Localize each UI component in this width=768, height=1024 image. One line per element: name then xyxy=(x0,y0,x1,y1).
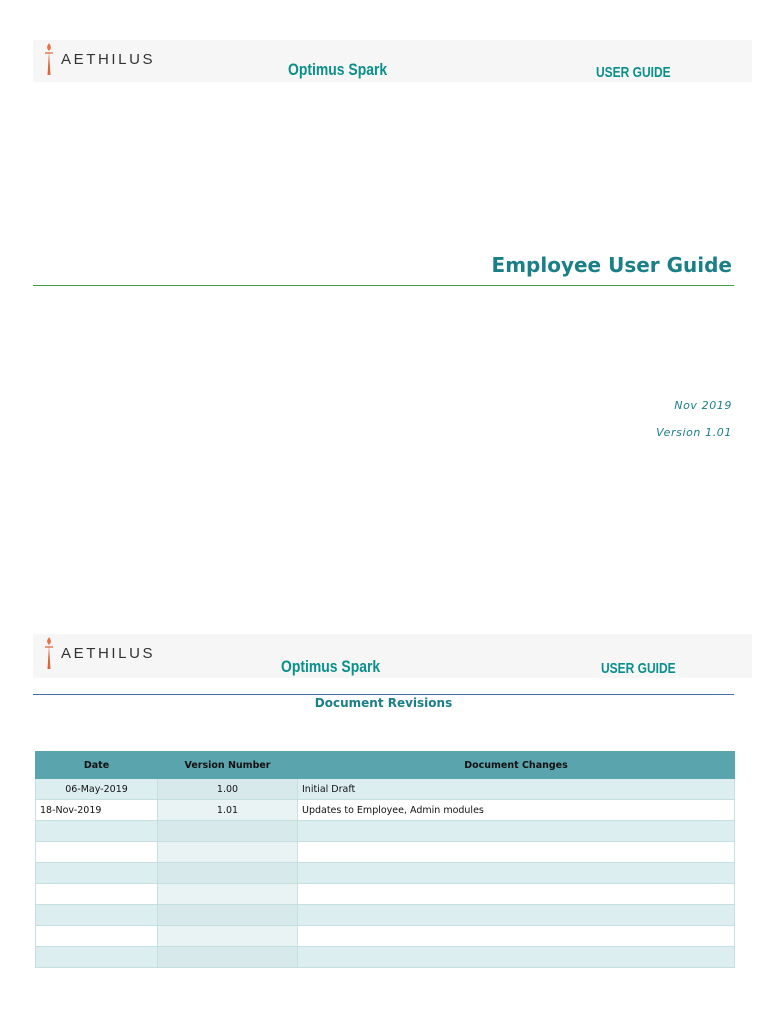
column-header-changes: Document Changes xyxy=(298,752,735,779)
column-header-date: Date xyxy=(36,752,158,779)
table-row xyxy=(36,821,735,842)
cell-changes xyxy=(298,905,735,926)
cell-changes xyxy=(298,926,735,947)
table-row xyxy=(36,926,735,947)
cell-version xyxy=(158,926,298,947)
torch-logo-icon xyxy=(43,636,55,670)
torch-logo-icon xyxy=(43,42,55,76)
cell-version xyxy=(158,842,298,863)
page-header xyxy=(33,40,752,82)
cell-changes xyxy=(298,947,735,968)
revisions-table xyxy=(35,751,735,968)
cell-changes xyxy=(298,821,735,842)
product-name: Optimus Spark xyxy=(281,657,381,676)
column-header-version: Version Number xyxy=(158,752,298,779)
logo-text: AETHILUS xyxy=(61,50,156,68)
cell-date xyxy=(36,947,158,968)
table-row xyxy=(36,842,735,863)
page-header-2 xyxy=(33,634,752,678)
product-name: Optimus Spark xyxy=(288,60,388,79)
cell-version xyxy=(158,863,298,884)
cell-version xyxy=(158,821,298,842)
revisions-heading: Document Revisions xyxy=(314,696,453,710)
company-logo xyxy=(43,42,155,76)
cell-version xyxy=(158,884,298,905)
guide-label: USER GUIDE xyxy=(596,64,671,81)
cell-version xyxy=(158,905,298,926)
cell-changes xyxy=(298,842,735,863)
revisions-divider xyxy=(33,694,734,695)
cell-date xyxy=(36,926,158,947)
table-row xyxy=(36,800,735,821)
document-title: Employee User Guide xyxy=(491,253,732,277)
cell-date xyxy=(36,842,158,863)
table-row xyxy=(36,905,735,926)
document-version: Version 1.01 xyxy=(656,426,732,439)
cell-version: 1.01 xyxy=(158,800,298,821)
cell-date: 18-Nov-2019 xyxy=(36,800,158,821)
table-row xyxy=(36,779,735,800)
table-row xyxy=(36,863,735,884)
cell-changes xyxy=(298,884,735,905)
table-row xyxy=(36,884,735,905)
cell-date xyxy=(36,863,158,884)
document-date: Nov 2019 xyxy=(674,399,732,412)
cell-date xyxy=(36,884,158,905)
cell-date: 06-May-2019 xyxy=(36,779,158,800)
cell-date xyxy=(36,821,158,842)
cell-changes: Initial Draft xyxy=(298,779,735,800)
title-divider xyxy=(33,285,734,286)
cell-changes xyxy=(298,863,735,884)
company-logo xyxy=(43,636,155,670)
cell-version: 1.00 xyxy=(158,779,298,800)
table-header-row xyxy=(36,752,735,779)
guide-label: USER GUIDE xyxy=(601,660,676,677)
logo-text: AETHILUS xyxy=(61,644,156,662)
table-row xyxy=(36,947,735,968)
cell-date xyxy=(36,905,158,926)
cell-changes: Updates to Employee, Admin modules xyxy=(298,800,735,821)
cell-version xyxy=(158,947,298,968)
